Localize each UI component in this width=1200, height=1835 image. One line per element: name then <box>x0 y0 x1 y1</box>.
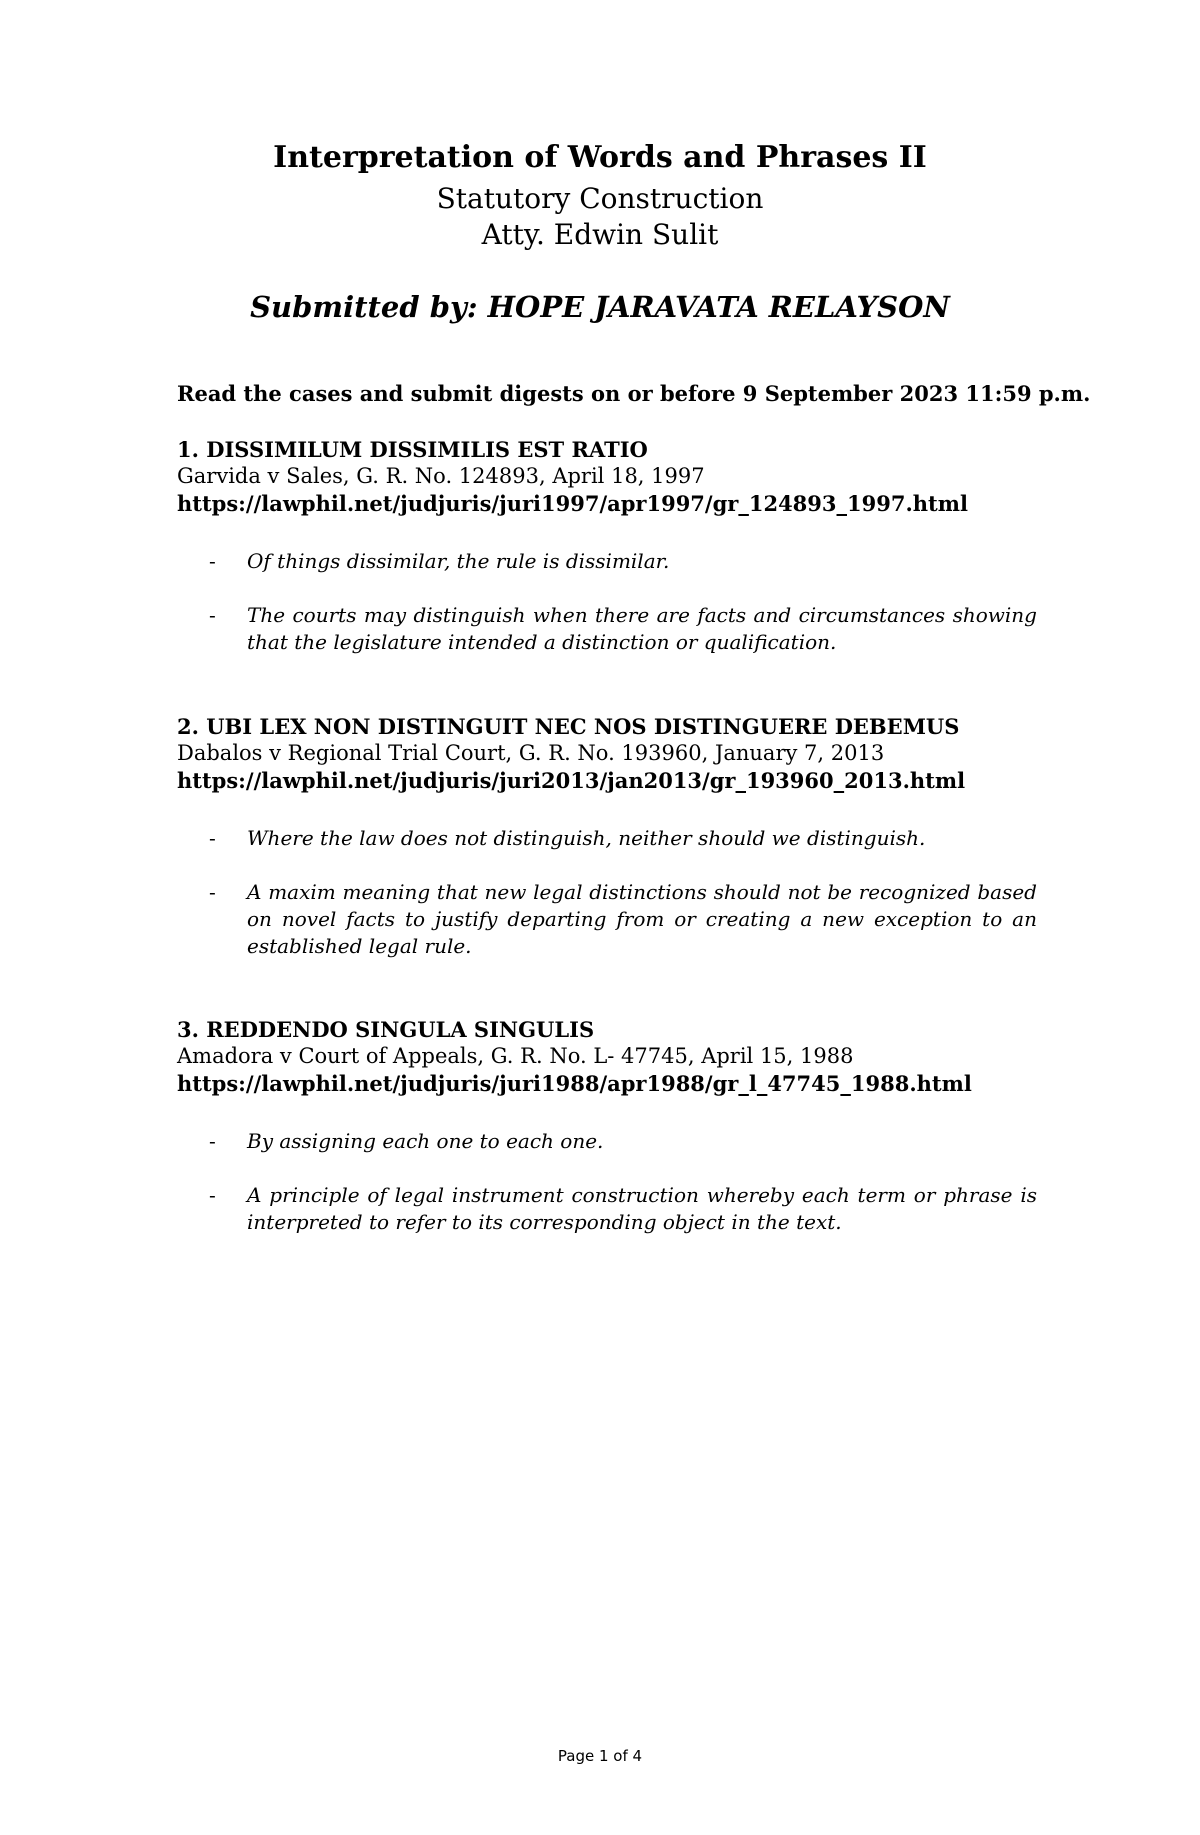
bullet-dash: - <box>209 880 216 904</box>
submitted-by: Submitted by: HOPE JARAVATA RELAYSON <box>250 290 950 324</box>
instructor-name: Atty. Edwin Sulit <box>481 218 719 251</box>
document-title: Interpretation of Words and Phrases II <box>273 140 927 175</box>
instruction-text: Read the cases and submit digests on or before 9 September 2023 11:59 p.m. <box>177 381 1091 406</box>
page-number: Page 1 of 4 <box>557 1747 643 1765</box>
section-heading: 2. UBI LEX NON DISTINGUIT NEC NOS DISTINGUERE DEBEMUS <box>177 714 960 739</box>
bullet-dash: - <box>209 1129 216 1153</box>
bullet-text: A principle of legal instrument construction whereby each term or phrase is interpreted to refer to its corresponding object in the text. <box>247 1183 1037 1234</box>
bullet-dash: - <box>209 1183 216 1207</box>
bullet-text: The courts may distinguish when there are facts and circumstances showing that the legislature intended a distinction or qualification. <box>247 603 1037 654</box>
bullet-text: Of things dissimilar, the rule is dissimilar. <box>247 549 670 573</box>
case-citation: Dabalos v Regional Trial Court, G. R. No. 193960, January 7, 2013 <box>177 741 885 765</box>
bullet-text: Where the law does not distinguish, neither should we distinguish. <box>247 826 926 850</box>
bullet-text: A maxim meaning that new legal distinctions should not be recognized based on novel facts to justify departing from or creating a new exception to an established legal rule. <box>247 880 1037 958</box>
case-citation: Garvida v Sales, G. R. No. 124893, April 18, 1997 <box>177 464 705 488</box>
bullet-dash: - <box>209 549 216 573</box>
case-url: https://lawphil.net/judjuris/juri1988/apr1988/gr_l_47745_1988.html <box>177 1071 972 1096</box>
bullet-text: By assigning each one to each one. <box>247 1129 604 1153</box>
bullet-dash: - <box>209 826 216 850</box>
section-heading: 1. DISSIMILUM DISSIMILIS EST RATIO <box>177 437 648 462</box>
section-2 <box>177 713 1037 958</box>
case-url: https://lawphil.net/judjuris/juri1997/apr1997/gr_124893_1997.html <box>177 491 968 516</box>
section-1 <box>177 436 1037 654</box>
case-url: https://lawphil.net/judjuris/juri2013/jan2013/gr_193960_2013.html <box>177 768 966 793</box>
section-heading: 3. REDDENDO SINGULA SINGULIS <box>177 1017 595 1042</box>
section-3 <box>177 1016 1037 1234</box>
bullet-dash: - <box>209 603 216 627</box>
case-citation: Amadora v Court of Appeals, G. R. No. L- 47745, April 15, 1988 <box>177 1044 854 1068</box>
course-subtitle: Statutory Construction <box>436 182 764 215</box>
